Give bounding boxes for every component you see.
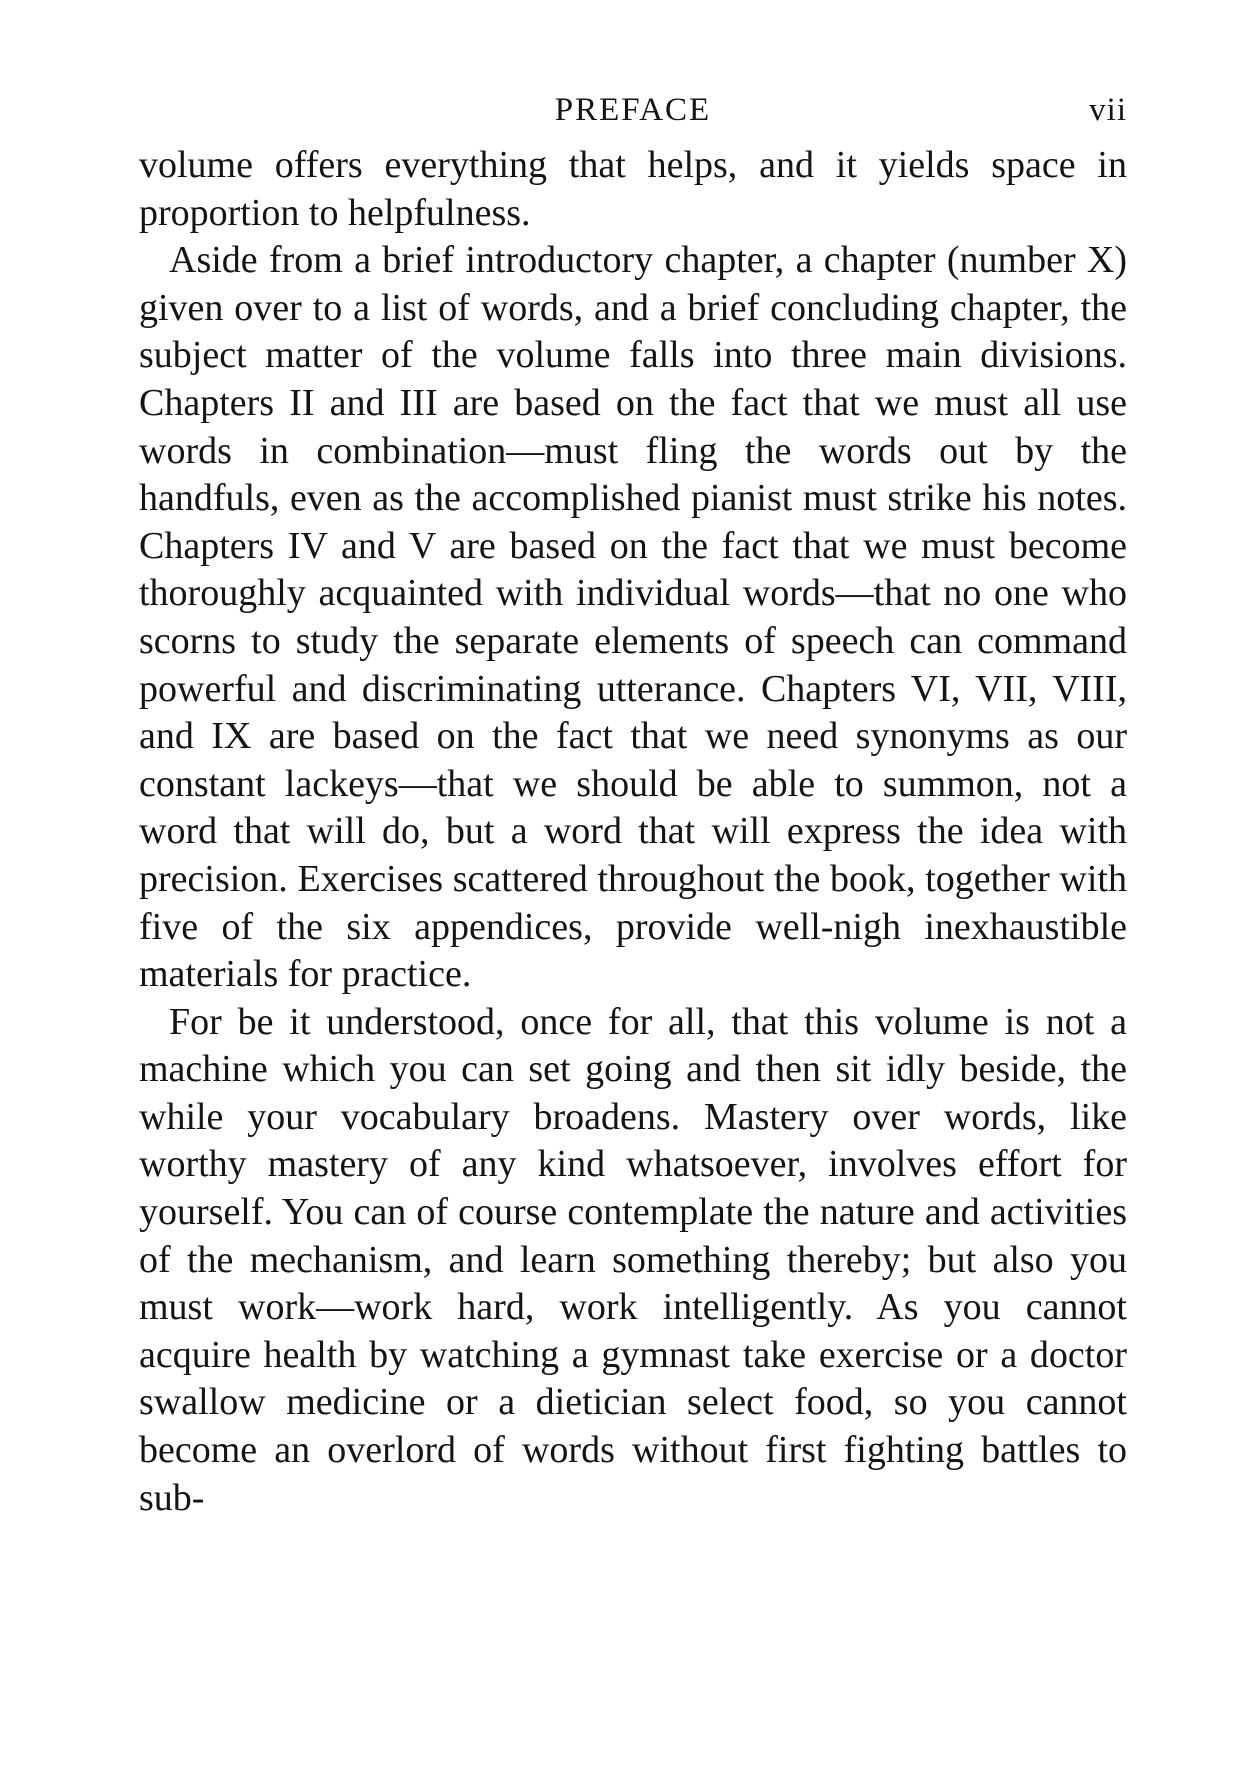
paragraph-continued: volume offers everything that helps, and it yields space in proportion to helpfulness.	[139, 144, 1127, 234]
paragraph-divisions: Aside from a brief introductory chapter, a chapter (number X) given over to a list of words, and a brief concluding chapter, the subject matter of the volume falls into three main divisions. Chapters II and III are based on the fact that we must all use words in combination—must fling the words out by the handfuls, even as the accomplished pianist must strike his notes. Chapters IV and V are based on the fact that we must become thoroughly acquainted with individual words—that no one who scorns to study the separate elements of speech can command powerful and discriminating utterance. Chapters VI, VII, VIII, and IX are based on the fact that we need synonyms as our constant lackeys—that we should be able to summon, not a word that will do, but a word that will express the idea with precision. Exercises scattered throughout the book, together with five of the six appendices, provide well-nigh inexhaustible materials for practice.	[139, 239, 1127, 996]
paragraph-effort: For be it understood, once for all, that this volume is not a machine which you can set going and then sit idly beside, the while your vocabulary broadens. Mastery over words, like worthy mastery of any kind whatsoever, involves effort for yourself. You can of course contemplate the nature and activities of the mechanism, and learn something thereby; but also you must work—work hard, work intelligently. As you cannot acquire health by watching a gymnast take exercise or a doctor swallow medicine or a dietician select food, so you cannot become an overlord of words without first fighting battles to sub-	[139, 1000, 1127, 1519]
page-number: vii	[1089, 92, 1127, 128]
body-text	[139, 142, 1127, 1522]
book-page	[139, 92, 1127, 1522]
running-head	[139, 92, 1127, 142]
page-title: PREFACE	[554, 92, 712, 128]
